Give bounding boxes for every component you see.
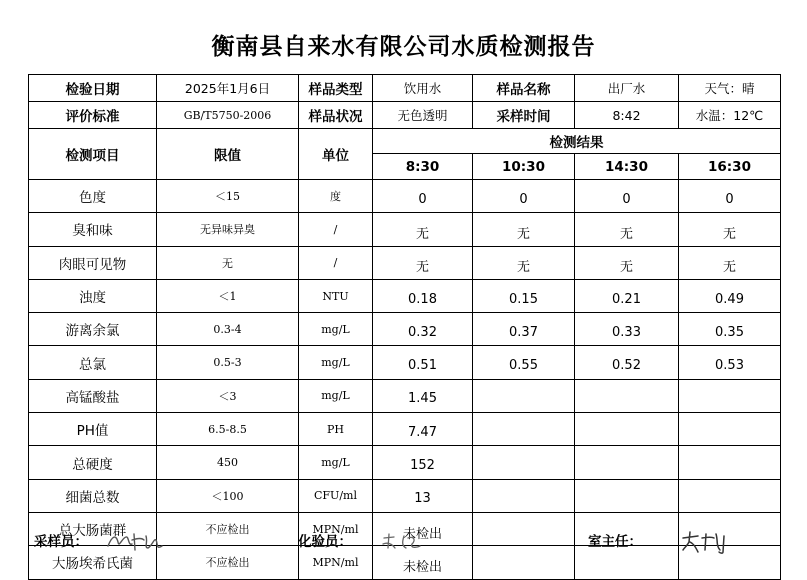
table-row	[29, 379, 781, 412]
unit-cell: MPN/ml	[299, 546, 373, 579]
result-cell	[679, 413, 781, 446]
tester-label: 化验员：	[298, 534, 352, 550]
unit-cell: mg/L	[299, 313, 373, 346]
result-cell	[473, 379, 575, 412]
result-cell: 0.55	[473, 346, 575, 379]
limit-cell: ＜15	[157, 180, 299, 213]
result-cell: 无	[679, 213, 781, 246]
result-cell: 152	[373, 446, 473, 479]
table-row	[29, 446, 781, 479]
report-title: 衡南县自来水有限公司水质检测报告	[211, 34, 596, 60]
table-row	[29, 346, 781, 379]
sample-type-value: 饮用水	[373, 75, 473, 102]
time-header-2: 10:30	[473, 154, 575, 180]
result-cell: 1.45	[373, 379, 473, 412]
unit-cell: mg/L	[299, 379, 373, 412]
result-cell: 0.49	[679, 279, 781, 312]
result-cell: 无	[575, 213, 679, 246]
result-cell: 0	[473, 180, 575, 213]
item-cell: 色度	[29, 180, 157, 213]
report-table	[28, 74, 781, 580]
result-cell: 未检出	[373, 546, 473, 579]
result-cell	[575, 379, 679, 412]
standard-value: GB/T5750-2006	[157, 102, 299, 129]
result-cell: 13	[373, 479, 473, 512]
table-row	[29, 180, 781, 213]
limit-cell: 0.5-3	[157, 346, 299, 379]
item-cell: 细菌总数	[29, 479, 157, 512]
date-label: 检验日期	[29, 75, 157, 102]
item-cell: 游离余氯	[29, 313, 157, 346]
result-cell: 无	[373, 246, 473, 279]
result-cell: 0	[679, 180, 781, 213]
result-cell: 7.47	[373, 413, 473, 446]
result-cell: 0.35	[679, 313, 781, 346]
limit-cell: ＜3	[157, 379, 299, 412]
unit-cell: mg/L	[299, 346, 373, 379]
column-header-row-1	[29, 129, 781, 154]
unit-cell: 度	[299, 180, 373, 213]
sampler-label: 采样员：	[34, 534, 88, 550]
sampler-signature	[104, 528, 166, 554]
unit-cell: PH	[299, 413, 373, 446]
sample-state-label: 样品状况	[299, 102, 373, 129]
result-cell: 0	[373, 180, 473, 213]
table-row	[29, 213, 781, 246]
table-row	[29, 279, 781, 312]
item-cell: 总硬度	[29, 446, 157, 479]
result-cell: 0.37	[473, 313, 575, 346]
item-cell: 高锰酸盐	[29, 379, 157, 412]
limit-cell: ＜100	[157, 479, 299, 512]
standard-label: 评价标准	[29, 102, 157, 129]
limit-cell: 0.3-4	[157, 313, 299, 346]
item-cell: PH值	[29, 413, 157, 446]
result-cell	[473, 446, 575, 479]
result-cell: 0	[575, 180, 679, 213]
result-cell: 0.51	[373, 346, 473, 379]
unit-cell: /	[299, 213, 373, 246]
limit-cell: ＜1	[157, 279, 299, 312]
item-cell: 总大肠菌群	[29, 512, 157, 545]
result-cell	[473, 479, 575, 512]
result-cell	[679, 479, 781, 512]
time-header-3: 14:30	[575, 154, 679, 180]
result-cell	[575, 546, 679, 579]
header-row-1	[29, 75, 781, 102]
result-cell	[679, 446, 781, 479]
unit-column-header: 单位	[299, 129, 373, 180]
limit-cell: 不应检出	[157, 546, 299, 579]
sampling-time-value: 8:42	[575, 102, 679, 129]
result-cell	[473, 413, 575, 446]
result-cell: 无	[575, 246, 679, 279]
unit-cell: mg/L	[299, 446, 373, 479]
data-rows	[29, 180, 781, 580]
result-cell: 0.21	[575, 279, 679, 312]
weather-value: 天气：晴	[679, 75, 781, 102]
result-cell: 无	[473, 213, 575, 246]
result-cell: 0.53	[679, 346, 781, 379]
sample-name-label: 样品名称	[473, 75, 575, 102]
result-cell: 无	[373, 213, 473, 246]
sample-type-label: 样品类型	[299, 75, 373, 102]
limit-cell: 不应检出	[157, 512, 299, 545]
limit-column-header: 限值	[157, 129, 299, 180]
result-cell: 无	[679, 246, 781, 279]
result-cell: 无	[473, 246, 575, 279]
sample-state-value: 无色透明	[373, 102, 473, 129]
table-row	[29, 413, 781, 446]
results-column-header: 检测结果	[373, 129, 781, 154]
limit-cell: 无异味异臭	[157, 213, 299, 246]
result-cell	[473, 546, 575, 579]
director-label: 室主任：	[588, 534, 642, 550]
result-cell: 0.15	[473, 279, 575, 312]
item-cell: 大肠埃希氏菌	[29, 546, 157, 579]
result-cell: 0.18	[373, 279, 473, 312]
table-row	[29, 313, 781, 346]
limit-cell: 6.5-8.5	[157, 413, 299, 446]
date-value: 2025年1月6日	[157, 75, 299, 102]
unit-cell: /	[299, 246, 373, 279]
item-cell: 总氯	[29, 346, 157, 379]
result-cell	[575, 413, 679, 446]
result-cell: 未检出	[373, 512, 473, 545]
unit-cell: CFU/ml	[299, 479, 373, 512]
result-cell: 0.33	[575, 313, 679, 346]
sampling-time-label: 采样时间	[473, 102, 575, 129]
time-header-4: 16:30	[679, 154, 781, 180]
limit-cell: 450	[157, 446, 299, 479]
table-row	[29, 479, 781, 512]
header-row-2	[29, 102, 781, 129]
limit-cell: 无	[157, 246, 299, 279]
item-cell: 肉眼可见物	[29, 246, 157, 279]
water-temp-value: 水温：12℃	[679, 102, 781, 129]
tester-signature	[380, 528, 430, 554]
result-cell: 0.32	[373, 313, 473, 346]
sample-name-value: 出厂水	[575, 75, 679, 102]
result-cell	[679, 379, 781, 412]
result-cell	[575, 479, 679, 512]
item-cell: 浊度	[29, 279, 157, 312]
item-column-header: 检测项目	[29, 129, 157, 180]
time-header-1: 8:30	[373, 154, 473, 180]
table-row	[29, 246, 781, 279]
unit-cell: MPN/ml	[299, 512, 373, 545]
result-cell	[575, 446, 679, 479]
item-cell: 臭和味	[29, 213, 157, 246]
unit-cell: NTU	[299, 279, 373, 312]
result-cell	[473, 512, 575, 545]
director-signature	[680, 528, 732, 556]
result-cell: 0.52	[575, 346, 679, 379]
